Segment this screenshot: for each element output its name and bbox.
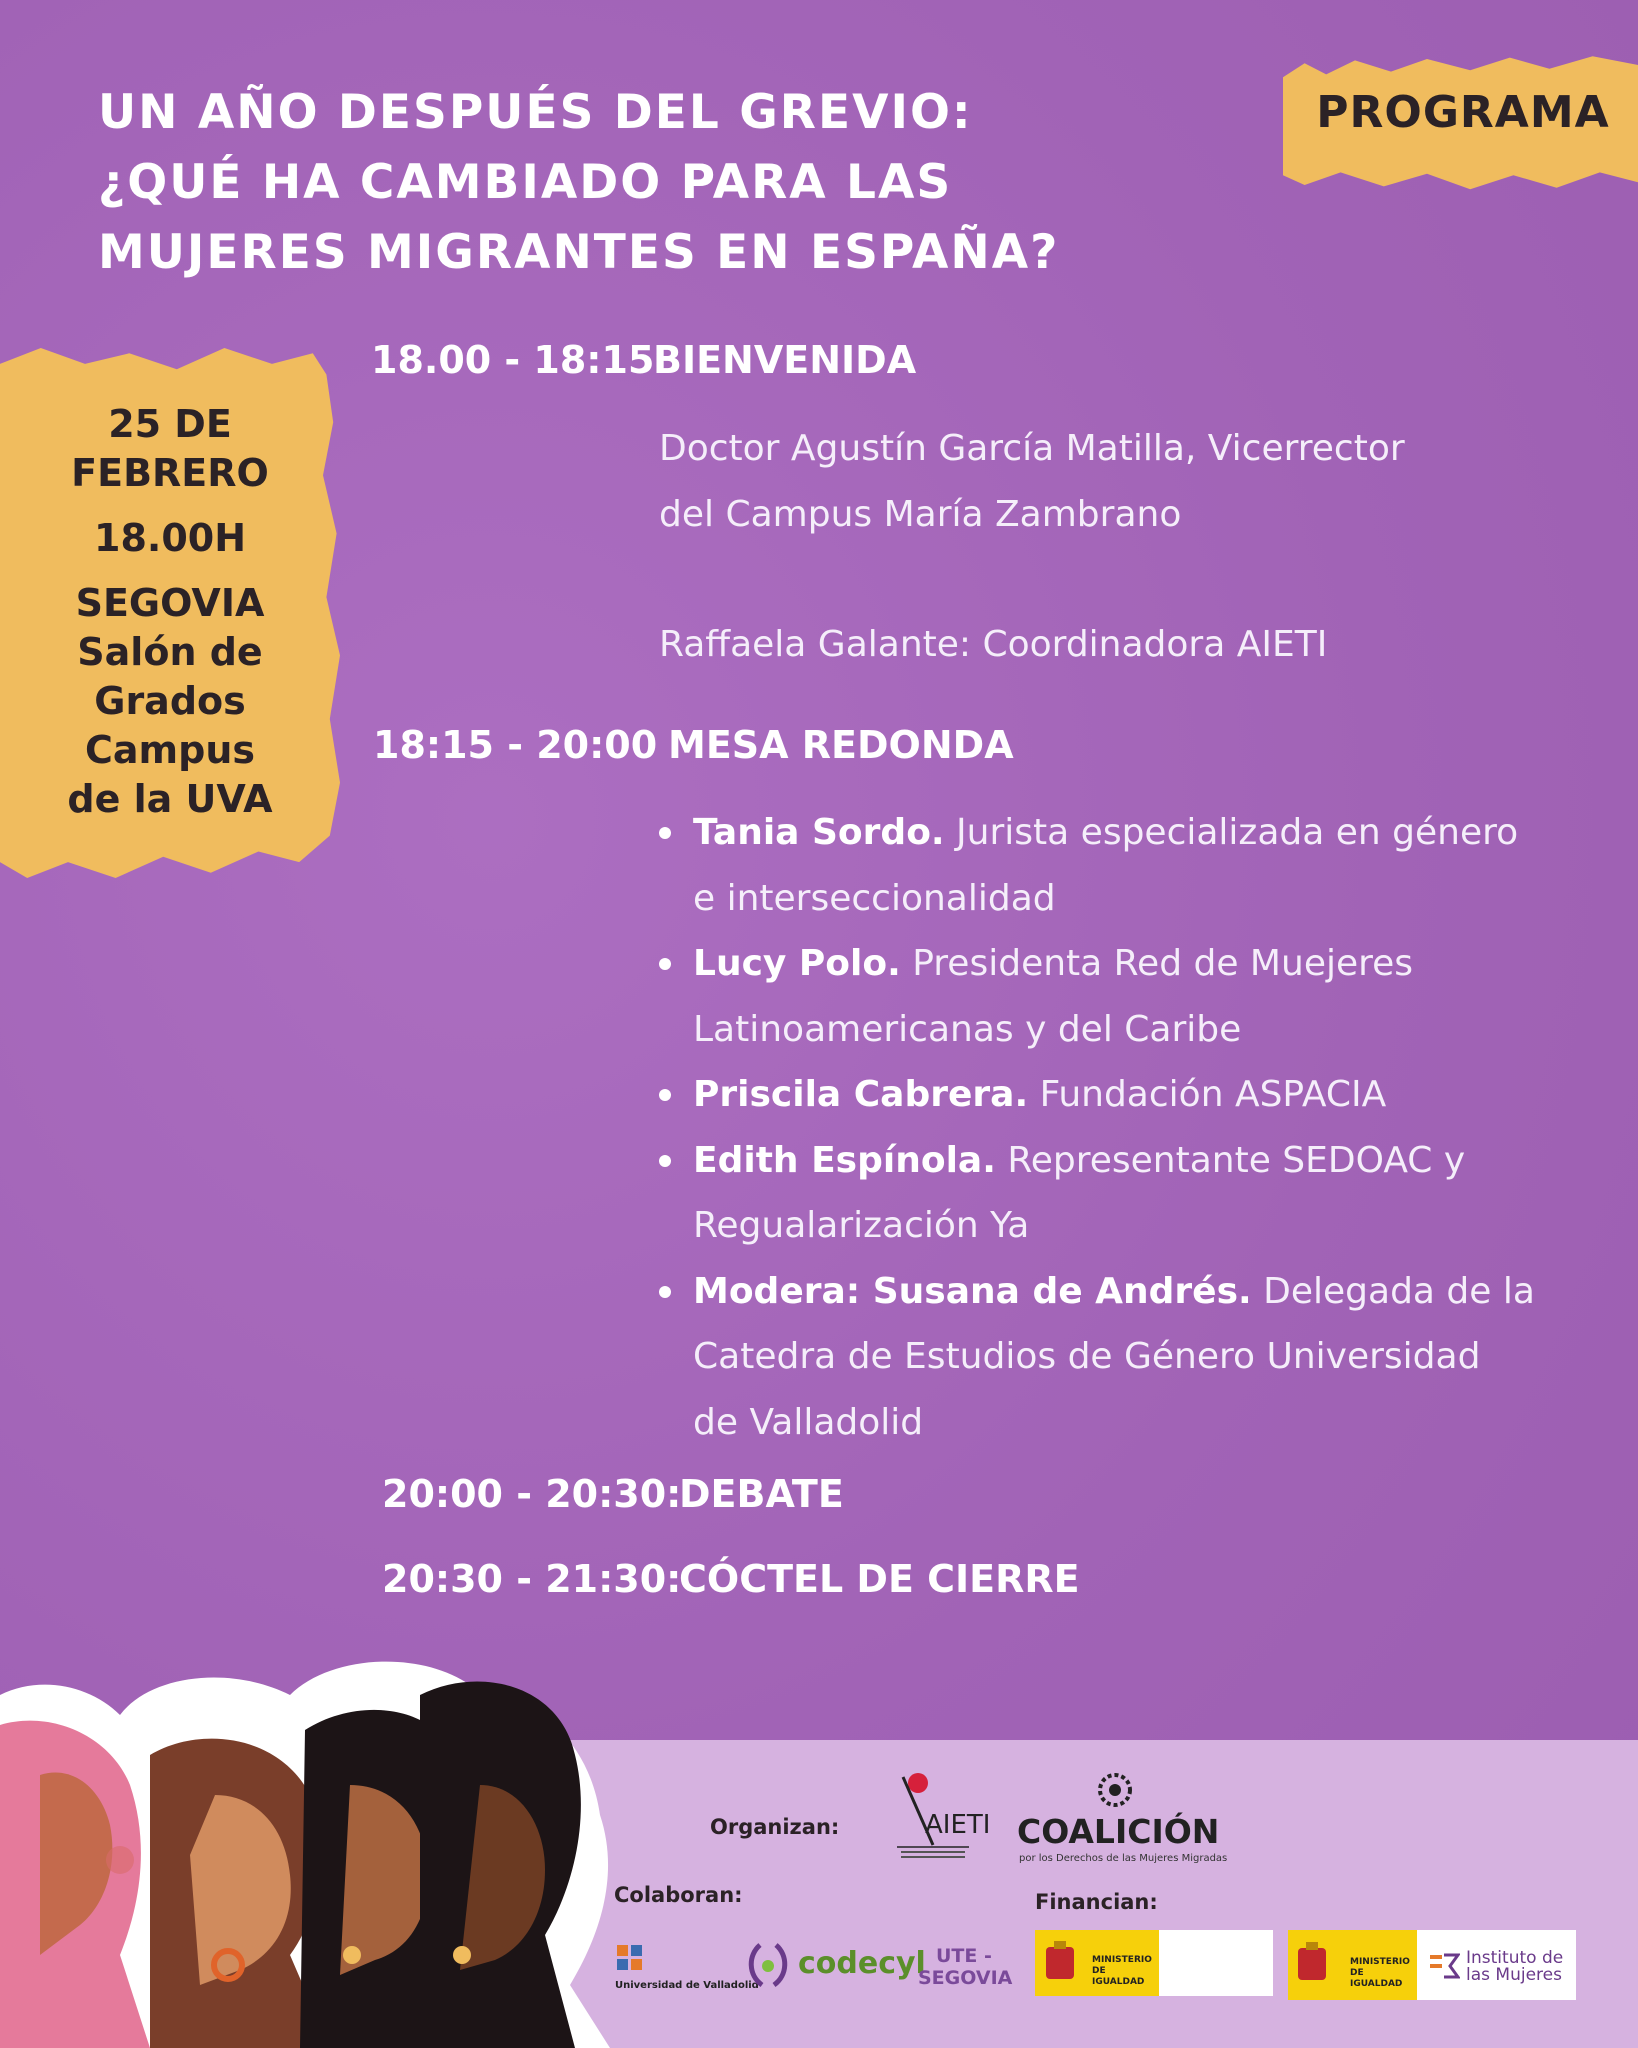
- organizan-label: Organizan:: [710, 1815, 840, 1839]
- colaboran-label: Colaboran:: [614, 1883, 743, 1907]
- event-venue-line-4: de la UVA: [67, 777, 273, 821]
- ute-logo-line-1: UTE -: [936, 1945, 992, 1967]
- event-time: 18.00H: [94, 516, 246, 560]
- ministerio-2-text: MINISTERIO DE IGUALDAD: [1350, 1957, 1410, 1989]
- programa-label: PROGRAMA: [1316, 86, 1610, 138]
- closing-title: CÓCTEL DE CIERRE: [679, 1557, 1080, 1601]
- coat-of-arms-icon: [1294, 1942, 1330, 1986]
- title-line-2: ¿QUÉ HA CAMBIADO PARA LAS: [98, 155, 953, 210]
- welcome-speaker-2: Raffaela Galante: Coordinadora AIETI: [659, 624, 1328, 665]
- list-item: [655, 1062, 1565, 1128]
- panelist-desc: Fundación ASPACIA: [1028, 1074, 1387, 1115]
- event-date-line-2: FEBRERO: [71, 451, 269, 495]
- round-table-title: MESA REDONDA: [668, 723, 1014, 767]
- codecyl-logo: [748, 1940, 926, 2000]
- uva-logo-text: Universidad de Valladolid: [615, 1980, 759, 1991]
- coat-of-arms-icon: [1042, 1941, 1078, 1985]
- panelist-desc-cont-2: de Valladolid: [693, 1401, 924, 1443]
- list-item: [655, 931, 1565, 1062]
- women-illustration: [0, 1655, 660, 2048]
- event-date-line-1: 25 DE: [108, 402, 232, 446]
- welcome-time: 18.00 - 18:15: [371, 338, 655, 382]
- panelist-name: Edith Espínola.: [693, 1139, 996, 1181]
- date-venue: [20, 400, 320, 824]
- uva-logo-mark: [615, 1943, 645, 1973]
- event-venue-line-1: Salón de: [77, 630, 263, 674]
- panelist-name: Priscila Cabrera.: [693, 1074, 1029, 1115]
- event-venue-line-3: Campus: [85, 728, 255, 772]
- instituto-mujeres-text: Instituto de las Mujeres: [1466, 1948, 1564, 1985]
- panelist-list: [655, 800, 1565, 1455]
- coalicion-logo-mark: [1095, 1770, 1135, 1810]
- event-city: SEGOVIA: [75, 581, 265, 625]
- welcome-title: BIENVENIDA: [653, 338, 917, 382]
- aieti-logo-text: AIETI: [925, 1810, 991, 1840]
- panelist-desc-cont: e interseccionalidad: [693, 877, 1056, 919]
- uva-logo: [615, 1935, 759, 1995]
- debate-time: 20:00 - 20:30:: [382, 1472, 682, 1516]
- panelist-name: Lucy Polo.: [693, 943, 901, 984]
- panelist-desc: Jurista especializada en género: [944, 812, 1519, 853]
- title-line-3: MUJERES MIGRANTES EN ESPAÑA?: [98, 225, 1060, 280]
- coalicion-logo: [1015, 1770, 1228, 1870]
- list-item: [655, 800, 1565, 931]
- panelist-name: Tania Sordo.: [693, 812, 945, 853]
- coalicion-logo-subtitle: por los Derechos de las Mujeres Migradas: [1019, 1853, 1228, 1864]
- codecyl-logo-mark: [748, 1940, 790, 1990]
- ute-logo-line-2: SEGOVIA: [918, 1967, 1013, 1989]
- round-table-time: 18:15 - 20:00: [373, 723, 658, 767]
- panelist-desc: Presidenta Red de Muejeres: [900, 943, 1414, 984]
- instituto-mujeres-icon: [1430, 1953, 1460, 1979]
- welcome-speaker-1-line-2: del Campus María Zambrano: [659, 494, 1182, 535]
- financian-label: Financian:: [1035, 1890, 1158, 1914]
- panelist-desc: Representante SEDOAC y: [995, 1139, 1466, 1181]
- debate-title: DEBATE: [679, 1472, 844, 1516]
- panelist-desc: Delegada de la: [1251, 1270, 1535, 1312]
- closing-time: 20:30 - 21:30:: [382, 1557, 682, 1601]
- coalicion-logo-text: COALICIÓN: [1017, 1812, 1220, 1851]
- panelist-desc-cont: Regualarización Ya: [693, 1205, 1030, 1246]
- welcome-speaker-1-line-1: Doctor Agustín García Matilla, Vicerrector: [659, 428, 1405, 469]
- title-line-1: UN AÑO DESPUÉS DEL GREVIO:: [98, 85, 973, 140]
- list-item: [655, 1259, 1565, 1456]
- event-venue-line-2: Grados: [94, 679, 246, 723]
- event-title: [98, 78, 1060, 288]
- panelist-desc-cont: Latinoamericanas y del Caribe: [693, 1008, 1242, 1050]
- panelist-name: Modera: Susana de Andrés.: [693, 1270, 1252, 1312]
- ministerio-1-text: MINISTERIO DE IGUALDAD: [1092, 1955, 1152, 1987]
- codecyl-logo-text: codecyl: [798, 1946, 926, 1981]
- list-item: [655, 1128, 1565, 1259]
- panelist-desc-cont: Catedra de Estudios de Género Universidad: [693, 1336, 1481, 1377]
- aieti-logo: [893, 1765, 991, 1865]
